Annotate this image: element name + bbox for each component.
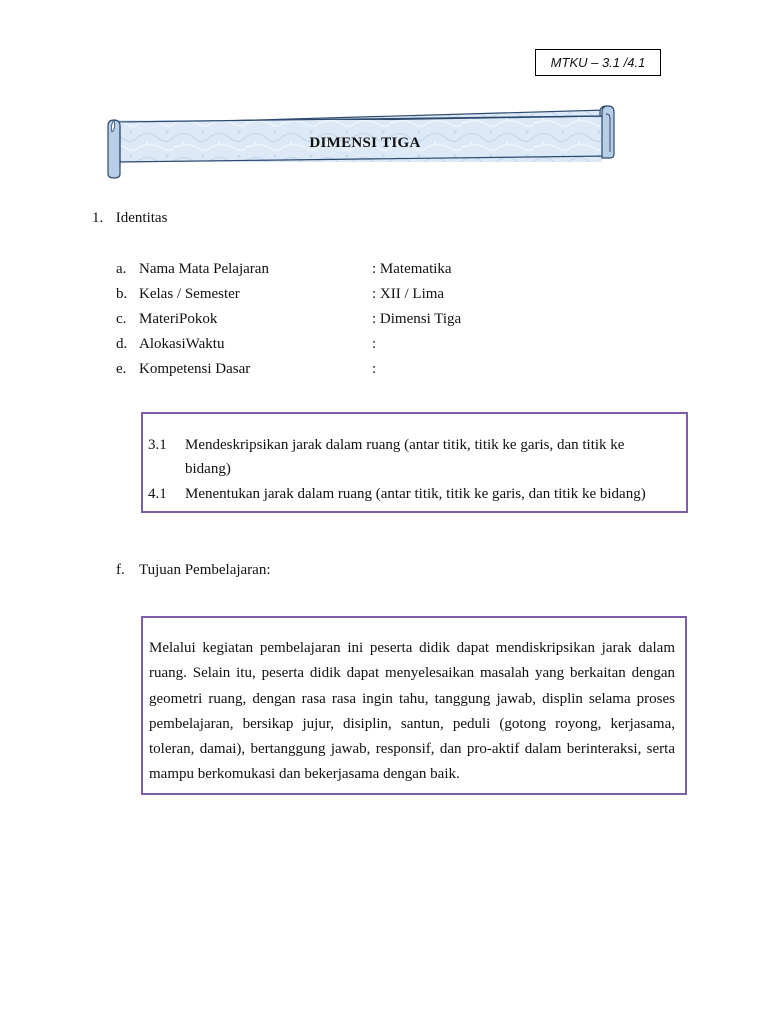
document-code: MTKU – 3.1 /4.1 [550,55,646,70]
kompetensi-number: 3.1 [148,437,167,453]
section-letter: f. [116,562,125,578]
row-label: Nama Mata Pelajaran [139,261,269,277]
row-label: Kompetensi Dasar [139,361,251,377]
section-number: 1. [92,210,104,226]
row-value: : [372,361,377,377]
row-label: MateriPokok [139,311,218,327]
kompetensi-text: Menentukan jarak dalam ruang (antar titik, titik ke garis, dan titik ke bidang) [185,486,646,502]
kompetensi-text-continued: bidang) [185,461,231,477]
row-value: : Matematika [372,261,452,277]
kompetensi-number: 4.1 [148,486,167,502]
document-code-box [535,49,661,76]
kompetensi-text: Mendeskripsikan jarak dalam ruang (antar titik, titik ke garis, dan titik ke [185,437,625,453]
row-value: : XII / Lima [372,286,445,302]
title-text: DIMENSI TIGA [309,134,421,151]
row-letter: e. [116,361,127,377]
row-letter: d. [116,336,128,352]
row-letter: a. [116,261,127,277]
row-label: AlokasiWaktu [139,336,225,352]
section-label: Tujuan Pembelajaran: [139,562,271,578]
row-letter: b. [116,286,128,302]
kompetensi-dasar-box [141,412,688,513]
row-letter: c. [116,311,127,327]
section-label: Identitas [115,210,168,226]
tujuan-pembelajaran-text: Melalui kegiatan pembelajaran ini peserta didik dapat mendiskripsikan jarak dalam ruang. Selain itu, peserta didik dapat menyelesaikan masalah yang berkaitan dengan geometri ruang, dengan rasa rasa ingin tahu, tanggung jawab, displin selama proses pembelajaran, bersikap jujur, disiplin, santun, peduli (gotong royong, kerjasama, toleran, damai), bertanggung jawab, responsif, dan pro-aktif dalam berinteraksi, serta mampu berkomukasi dan bekerjasama dengan baik. [149,640,675,783]
row-value: : [372,336,377,352]
section-heading-identitas [92,210,167,227]
document-title [120,130,610,156]
tujuan-pembelajaran-box [141,616,687,795]
row-label: Kelas / Semester [139,286,240,302]
row-value: : Dimensi Tiga [372,311,462,327]
